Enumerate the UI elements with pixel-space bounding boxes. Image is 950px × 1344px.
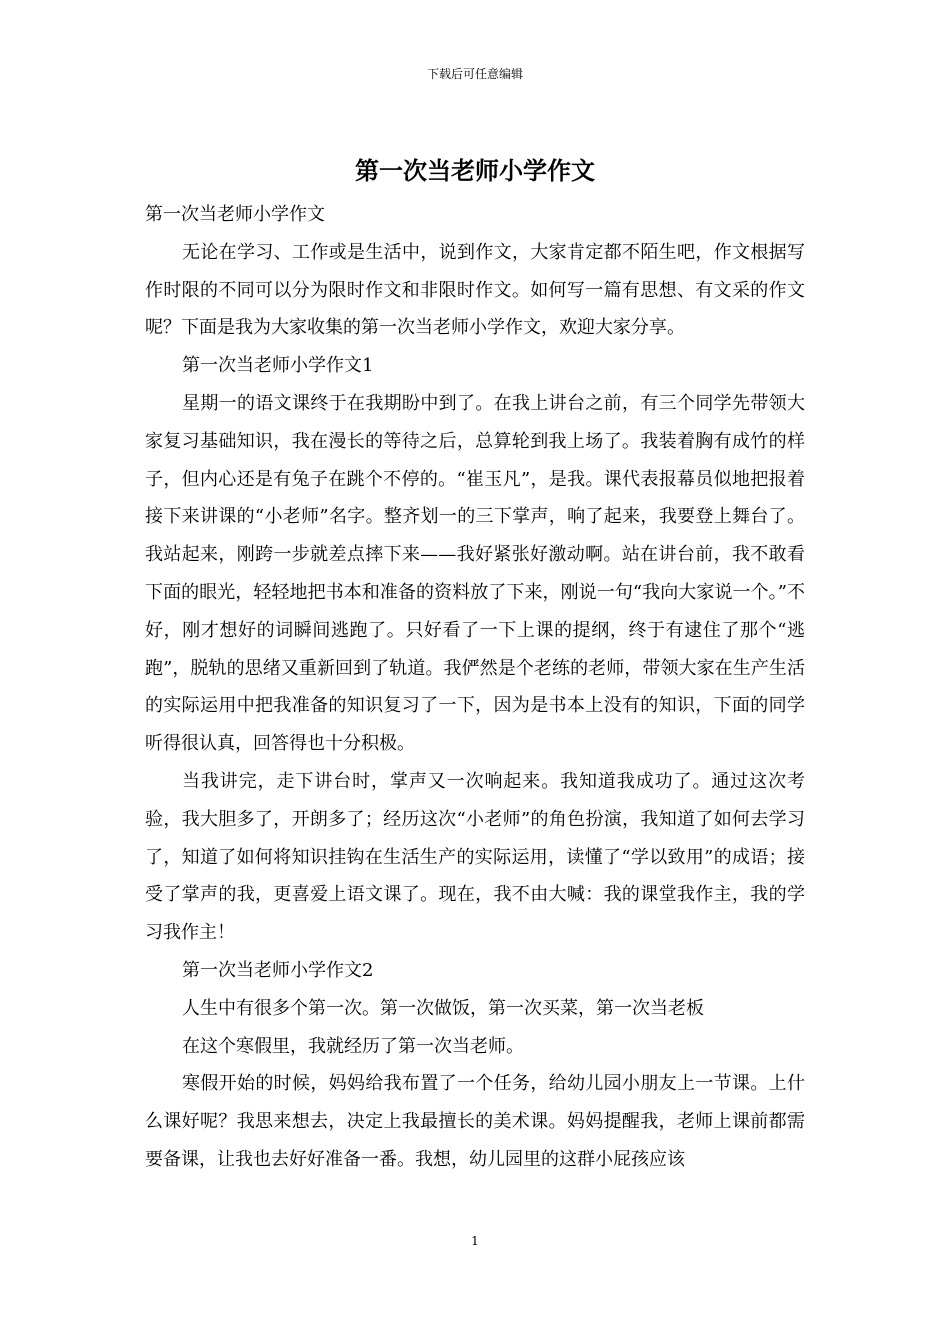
paragraph-essay2-line1: 人生中有很多个第一次。第一次做饭，第一次买菜，第一次当老板	[182, 997, 704, 1019]
subtitle-line: 第一次当老师小学作文	[145, 204, 325, 225]
section-heading-1: 第一次当老师小学作文1	[182, 355, 374, 377]
page-header: 下载后可任意编辑	[426, 67, 523, 81]
intro-paragraph: 无论在学习、工作或是生活中，说到作文，大家肯定都不陌生吧，作文根据写作时限的不同可以分为限时作文和非限时作文。如何写一篇有思想、有文采的作文呢？下面是我为大家收集的第一次当老师小学作文，欢迎大家分享。	[145, 241, 805, 339]
document-body	[145, 196, 805, 1179]
paragraph-essay1-part2: 当我讲完，走下讲台时，掌声又一次响起来。我知道我成功了。通过这次考验，我大胆多了，开朗多了；经历这次“小老师”的角色扮演，我知道了如何去学习了，知道了如何将知识挂钩在生活生产的实际运用，读懂了“学以致用”的成语；接受了掌声的我，更喜爱上语文课了。现在，我不由大喊：我的课堂我作主，我的学习我作主！	[145, 770, 805, 944]
paragraph-essay2-line2: 在这个寒假里，我就经历了第一次当老师。	[182, 1035, 524, 1057]
paragraph-essay2-part3: 寒假开始的时候，妈妈给我布置了一个任务，给幼儿园小朋友上一节课。上什么课好呢？我思来想去，决定上我最擅长的美术课。妈妈提醒我，老师上课前都需要备课，让我也去好好准备一番。我想，幼儿园里的这群小屁孩应该	[145, 1073, 805, 1170]
page-number: 1	[471, 1234, 479, 1248]
document-title: 第一次当老师小学作文	[355, 156, 595, 185]
paragraph-essay1-part1: 星期一的语文课终于在我期盼中到了。在我上讲台之前，有三个同学先带领大家复习基础知识，我在漫长的等待之后，总算轮到我上场了。我装着胸有成竹的样子，但内心还是有兔子在跳个不停的。“崔玉凡”，是我。课代表报幕员似地把报着接下来讲课的“小老师”名字。整齐划一的三下掌声，响了起来，我要登上舞台了。我站起来，刚跨一步就差点摔下来——我好紧张好激动啊。站在讲台前，我不敢看下面的眼光，轻轻地把书本和准备的资料放了下来，刚说一句“我向大家说一个。”不好，刚才想好的词瞬间逃跑了。只好看了一下上课的提纲，终于有逮住了那个“逃跑”，脱轨的思绪又重新回到了轨道。我俨然是个老练的老师，带领大家在生产生活的实际运用中把我准备的知识复习了一下，因为是书本上没有的知识，下面的同学听得很认真，回答得也十分积极。	[145, 392, 805, 755]
section-heading-2: 第一次当老师小学作文2	[182, 959, 374, 981]
